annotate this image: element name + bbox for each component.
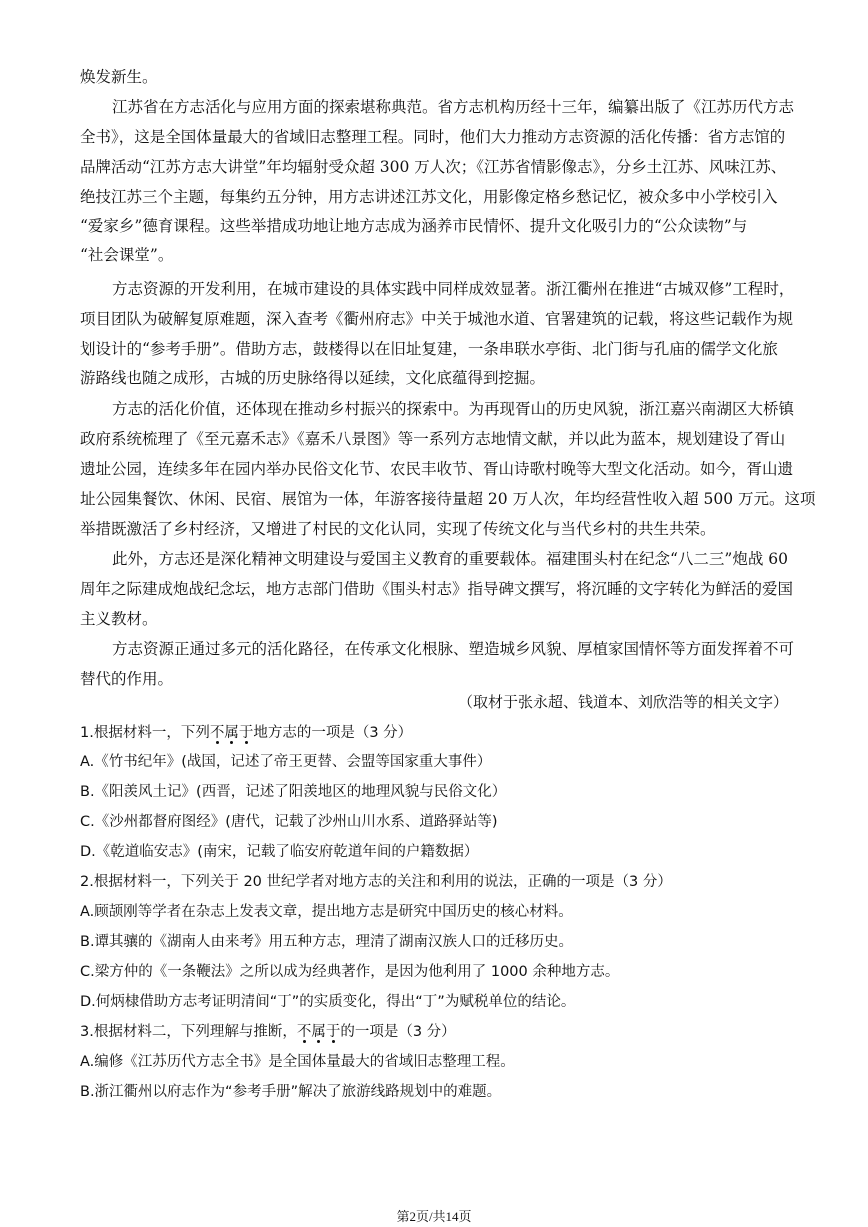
passage-line: “社会课堂”。 bbox=[80, 246, 174, 264]
question-text: B.浙江衢州以府志作为“参考手册”解决了旅游线路规划中的难题。 bbox=[80, 1084, 502, 1100]
question-text: C.《沙州都督府图经》(唐代，记载了沙州山川水系、道路驿站等) bbox=[80, 814, 498, 830]
passage-line: 游路线也随之成形，古城的历史脉络得以延续，文化底蕴得到挖掘。 bbox=[80, 369, 546, 387]
question-text: 地方志的一项是（3 分） bbox=[253, 725, 413, 741]
question-stem bbox=[80, 871, 790, 893]
passage-line: 全书》，这是全国体量最大的省域旧志整理工程。同时，他们大力推动方志资源的活化传播：省方志馆的 bbox=[80, 128, 786, 146]
answer-option bbox=[80, 781, 790, 803]
question-text: 的一项是（3 分） bbox=[340, 1024, 456, 1040]
question-text: C.梁方仲的《一条鞭法》之所以成为经典著作，是因为他利用了 1000 余种地方志。 bbox=[80, 964, 620, 980]
answer-option bbox=[80, 811, 790, 833]
passage-line: 焕发新生。 bbox=[80, 68, 158, 86]
question-text: D.何炳棣借助方志考证明清间“丁”的实质变化，得出“丁”为赋税单位的结论。 bbox=[80, 994, 576, 1010]
answer-option bbox=[80, 901, 790, 923]
emphasis-text: 不属于 bbox=[296, 1024, 341, 1040]
question-text: B.《阳羡风土记》(西晋，记述了阳羡地区的地理风貌与民俗文化） bbox=[80, 784, 507, 800]
question-text: B.谭其骧的《湖南人由来考》用五种方志，理清了湖南汉族人口的迁移历史。 bbox=[80, 934, 574, 950]
emphasis-text: 不属于 bbox=[209, 725, 254, 741]
passage-line: 项目团队为破解复原难题，深入查考《衢州府志》中关于城池水道、官署建筑的记载，将这些记载作为规 bbox=[80, 310, 794, 328]
passage-line: 划设计的“参考手册”。借助方志，鼓楼得以在旧址复建，一条串联水亭街、北门街与孔庙的儒学文化旅 bbox=[80, 340, 778, 358]
answer-option bbox=[80, 961, 790, 983]
passage-line: 方志的活化价值，还体现在推动乡村振兴的探索中。为再现胥山的历史风貌，浙江嘉兴南湖区大桥镇 bbox=[112, 400, 795, 418]
passage-line: 方志资源正通过多元的活化路径，在传承文化根脉、塑造城乡风貌、厚植家国情怀等方面发挥着不可 bbox=[112, 640, 795, 658]
question-text: A.编修《江苏历代方志全书》是全国体量最大的省域旧志整理工程。 bbox=[80, 1054, 515, 1070]
answer-option bbox=[80, 841, 790, 863]
passage-line: 址公园集餐饮、休闲、民宿、展馆为一体，年游客接待量超 20 万人次，年均经营性收入超 500 万元。这项 bbox=[80, 490, 816, 508]
question-text: 2.根据材料一，下列关于 20 世纪学者对地方志的关注和利用的说法，正确的一项是（3 分） bbox=[80, 874, 672, 890]
passage-line: 此外，方志还是深化精神文明建设与爱国主义教育的重要载体。福建围头村在纪念“八二三”炮战 60 bbox=[112, 550, 789, 568]
question-stem bbox=[80, 1021, 790, 1043]
answer-option bbox=[80, 931, 790, 953]
question-text: 3.根据材料二，下列理解与推断， bbox=[80, 1024, 297, 1040]
passage-line: 替代的作用。 bbox=[80, 670, 174, 688]
question-text: A.顾颉刚等学者在杂志上发表文章，提出地方志是研究中国历史的核心材料。 bbox=[80, 904, 573, 920]
answer-option bbox=[80, 1051, 790, 1073]
passage-line: 遗址公园，连续多年在园内举办民俗文化节、农民丰收节、胥山诗歌村晚等大型文化活动。如今，胥山遗 bbox=[80, 460, 794, 478]
passage-line: 周年之际建成炮战纪念坛，地方志部门借助《围头村志》指导碑文撰写，将沉睡的文字转化为鲜活的爱国 bbox=[80, 580, 794, 598]
passage-line: “爱家乡”德育课程。这些举措成功地让地方志成为涵养市民情怀、提升文化吸引力的“公众读物”与 bbox=[80, 217, 748, 235]
page-footer: 第2页/共14页 bbox=[396, 1209, 472, 1224]
passage-line: 政府系统梳理了《至元嘉禾志》《嘉禾八景图》等一系列方志地情文献，并以此为蓝本，规划建设了胥山 bbox=[80, 430, 786, 448]
answer-option bbox=[80, 1081, 790, 1103]
question-text: D.《乾道临安志》(南宋，记载了临安府乾道年间的户籍数据） bbox=[80, 844, 479, 860]
passage-line: 江苏省在方志活化与应用方面的探索堪称典范。省方志机构历经十三年，编纂出版了《江苏历代方志 bbox=[112, 98, 795, 116]
question-text: 1.根据材料一，下列 bbox=[80, 725, 210, 741]
source-citation: （取材于张永超、钱道本、刘欣浩等的相关文字） bbox=[457, 693, 788, 711]
passage-line: 主义教材。 bbox=[80, 610, 158, 628]
question-text: A.《竹书纪年》(战国，记述了帝王更替、会盟等国家重大事件） bbox=[80, 754, 492, 770]
passage-line: 举措既激活了乡村经济，又增进了村民的文化认同，实现了传统文化与当代乡村的共生共荣。 bbox=[80, 520, 716, 538]
passage-line: 方志资源的开发利用，在城市建设的具体实践中同样成效显著。浙江衢州在推进“古城双修”工程时， bbox=[112, 280, 795, 298]
passage-line: 绝技江苏三个主题，每集约五分钟，用方志讲述江苏文化，用影像定格乡愁记忆，被众多中小学校引入 bbox=[80, 188, 778, 206]
answer-option bbox=[80, 991, 790, 1013]
passage-line: 品牌活动“江苏方志大讲堂”年均辐射受众超 300 万人次；《江苏省情影像志》，分乡土江苏、风味江苏、 bbox=[80, 158, 787, 176]
answer-option bbox=[80, 751, 790, 773]
question-stem bbox=[80, 722, 790, 744]
